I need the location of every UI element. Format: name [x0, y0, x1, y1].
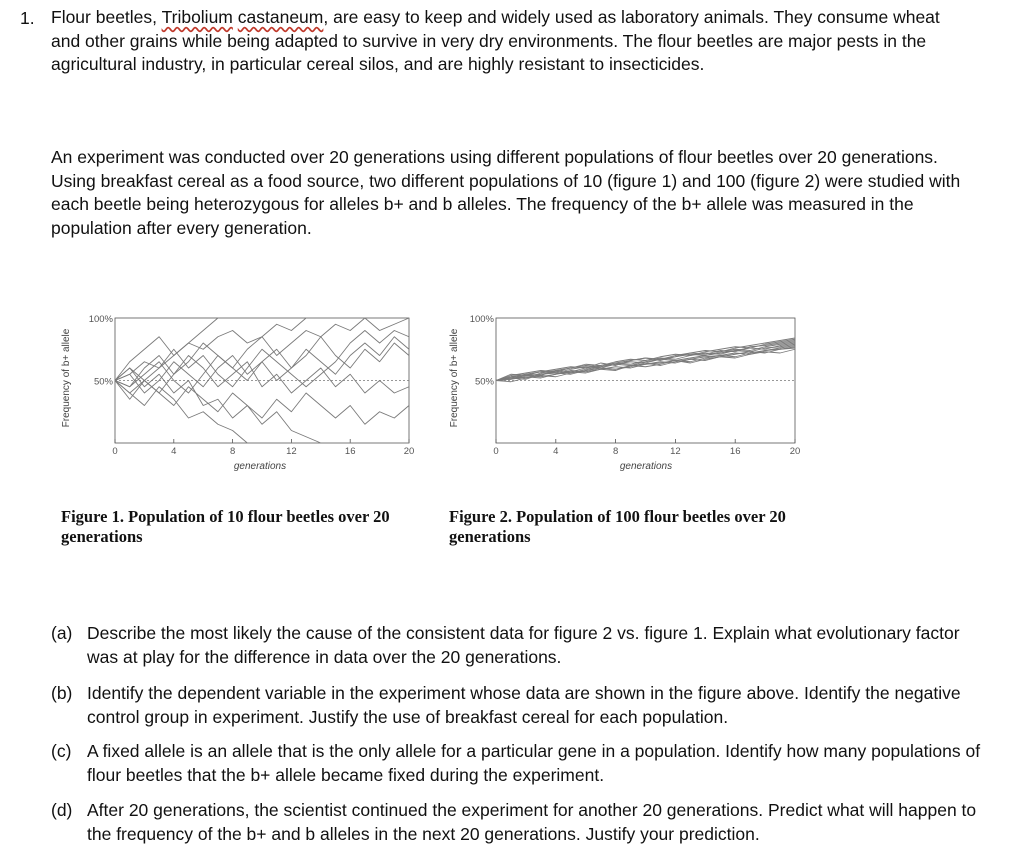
question-intro [51, 6, 951, 77]
x-tick-label: 16 [729, 446, 741, 457]
x-tick-label: 4 [553, 446, 559, 457]
x-tick-label: 0 [112, 446, 118, 457]
x-axis-label: generations [233, 461, 287, 472]
sub-question-label: (d) [51, 800, 73, 820]
intro-after: , are easy to keep and widely used as laboratory animals. They consume wheat and other grains while being adapted to survive in very dry environments. The flour beetles are major pests in the agricultural industry, in particular cereal silos, and are highly resistant to insecticides. [51, 7, 940, 74]
sub-question-text: After 20 generations, the scientist continued the experiment for another 20 generations. Predict what will happen to the frequency of the b+ and b alleles in the next 20 generations. Justify your prediction. [87, 800, 977, 844]
x-tick-label: 16 [344, 446, 356, 457]
experiment-description: An experiment was conducted over 20 generations using different populations of flour beetles over 20 generations. Using breakfast cereal as a food source, two different populations of 10 (figure 1) and 100 (figure 2) were studied with each beetle being heterozygous for alleles b+ and b alleles. The frequency of the b+ allele was measured in the population after every generation. [51, 147, 961, 238]
y-tick-label: 50% [93, 376, 113, 388]
sub-question-label: (a) [51, 623, 73, 643]
x-tick-label: 12 [286, 446, 297, 457]
sub-question-label: (b) [51, 683, 73, 703]
series-line-8 [115, 337, 409, 393]
x-tick-label: 20 [789, 446, 801, 457]
intro-before: Flour beetles, [51, 7, 162, 27]
x-tick-label: 12 [670, 446, 681, 457]
question-number: 1. [20, 8, 35, 28]
x-tick-label: 4 [171, 446, 177, 457]
figure-1-caption: Figure 1. Population of 10 flour beetles over 20 generations [61, 507, 390, 546]
x-tick-label: 0 [493, 446, 499, 457]
series-line-2 [115, 381, 409, 444]
x-tick-label: 8 [612, 446, 619, 457]
figure-1-chart [55, 305, 425, 475]
y-tick-label: 100% [469, 314, 494, 325]
figure-2-caption: Figure 2. Population of 100 flour beetles over 20 generations [449, 507, 786, 546]
y-tick-label: 100% [88, 314, 113, 325]
figure-2-chart [443, 305, 813, 475]
y-tick-label: 50% [474, 376, 494, 388]
x-tick-label: 20 [403, 446, 415, 457]
sub-question-d [51, 799, 981, 846]
species-epithet: castaneum [237, 7, 324, 27]
y-axis-label: Frequency of b+ allele [449, 328, 460, 428]
series-line-4 [115, 318, 409, 387]
series-line-3 [115, 368, 409, 443]
x-tick-label: 8 [229, 446, 236, 457]
series-line-5 [115, 337, 409, 393]
x-axis-label: generations [619, 461, 673, 472]
sub-question-a [51, 622, 981, 669]
sub-question-b [51, 682, 981, 729]
sub-question-text: Describe the most likely the cause of the consistent data for figure 2 vs. figure 1. Explain what evolutionary factor was at play for the difference in data over the 20 generations. [87, 623, 960, 667]
sub-question-text: A fixed allele is an allele that is the only allele for a particular gene in a population. Identify how many populations of flour beetles that the b+ allele became fixed during the experiment. [87, 741, 981, 785]
sub-question-label: (c) [51, 741, 72, 761]
sub-question-text: Identify the dependent variable in the experiment whose data are shown in the figure above. Identify the negative control group in experiment. Justify the use of breakfast cereal for each population. [87, 683, 961, 727]
y-axis-label: Frequency of b+ allele [61, 328, 72, 428]
sub-question-c [51, 740, 981, 787]
species-genus: Tribolium [161, 7, 233, 27]
